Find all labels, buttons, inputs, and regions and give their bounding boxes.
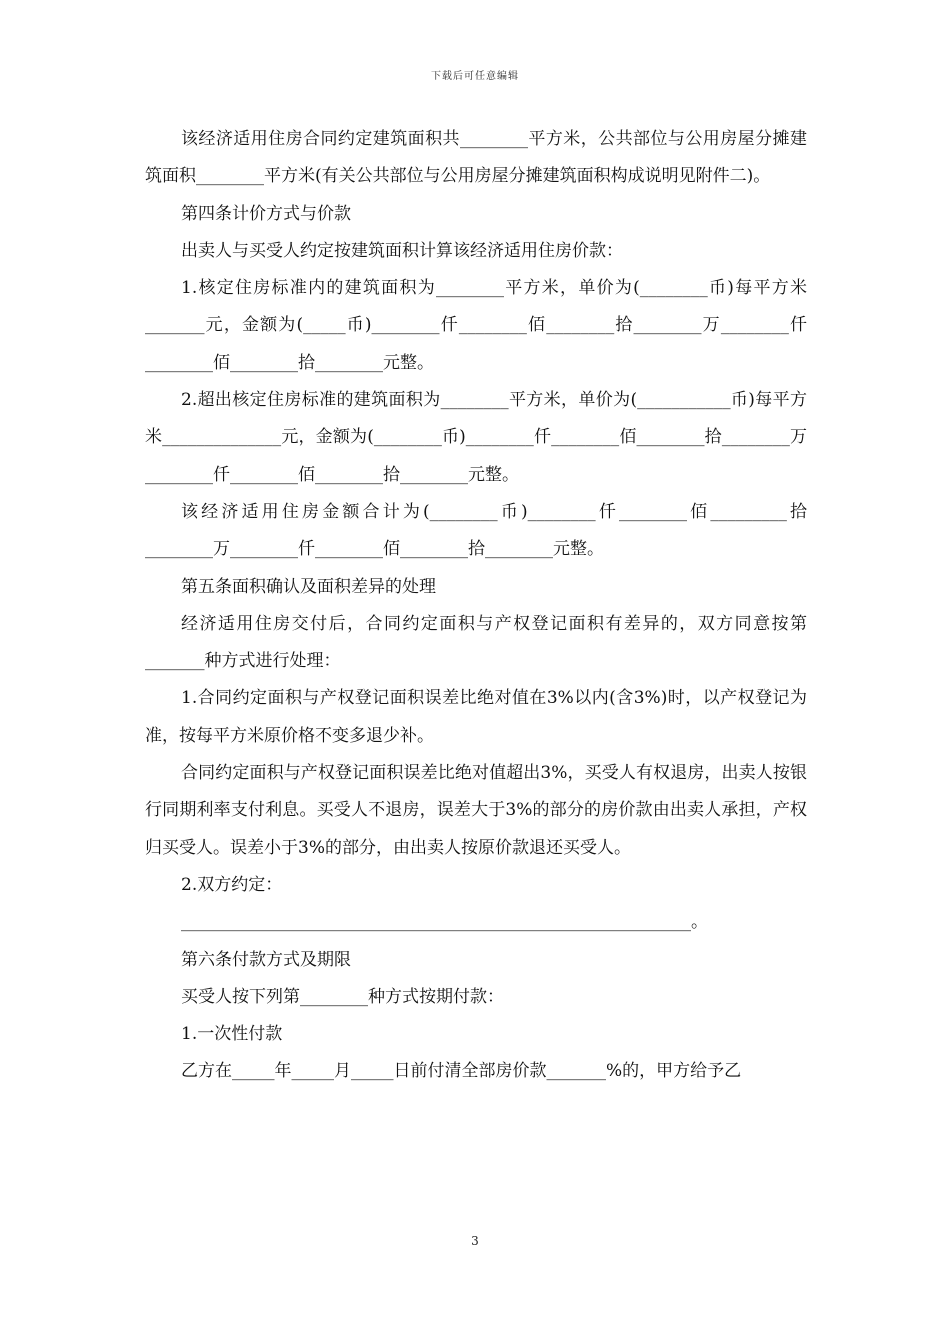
paragraph-lump-sum: 1.一次性付款 <box>181 1024 283 1045</box>
page-number: 3 <box>471 1234 479 1248</box>
heading-article-5: 第五条面积确认及面积差异的处理 <box>181 576 436 597</box>
heading-article-6: 第六条付款方式及期限 <box>181 949 351 970</box>
page-header: 下载后可任意编辑 <box>431 71 519 82</box>
paragraph-standard-area-price: 1.核定住房标准内的建筑面积为________平方米，单价为(________币)每平方米_______元，金额为(_____币)________仟________佰________拾________万________仟________佰________拾________元整。 <box>145 278 807 373</box>
paragraph-over-3-percent: 合同约定面积与产权登记面积误差比绝对值超出3%，买受人有权退房，出卖人按银行同期利率支付利息。买受人不退房，误差大于3%的部分的房价款由出卖人承担，产权归买受人。误差小于3%的部分，由出卖人按原价款退还买受人。 <box>145 763 807 858</box>
paragraph-payment-deadline: 乙方在_____年_____月_____日前付清全部房价款_______%的，甲方给予乙 <box>181 1061 742 1082</box>
paragraph-pricing-intro: 出卖人与买受人约定按建筑面积计算该经济适用住房价款： <box>181 240 623 261</box>
paragraph-within-3-percent: 1.合同约定面积与产权登记面积误差比绝对值在3%以内(含3%)时，以产权登记为准，按每平方米原价格不变多退少补。 <box>145 688 807 746</box>
heading-article-4: 第四条计价方式与价款 <box>181 203 351 224</box>
paragraph-total-amount: 该经济适用住房金额合计为(________币)________仟________佰_________拾________万________仟________佰________拾________元整。 <box>145 501 807 560</box>
paragraph-excess-area-price: 2.超出核定住房标准的建筑面积为________平方米，单价为(___________币)每平方米______________元，金额为(________币)________仟________佰________拾________万________仟________佰________拾________元整。 <box>145 390 807 485</box>
paragraph-area-agreement: 该经济适用住房合同约定建筑面积共________平方米，公共部位与公用房屋分摊建筑面积________平方米(有关公共部位与公用房屋分摊建筑面积构成说明见附件二)。 <box>145 129 807 187</box>
paragraph-payment-method: 买受人按下列第________种方式按期付款： <box>181 986 504 1007</box>
document-body <box>145 121 807 1091</box>
paragraph-area-difference: 经济适用住房交付后，合同约定面积与产权登记面积有差异的，双方同意按第_______种方式进行处理： <box>145 613 807 672</box>
paragraph-agreement-blank: ____________________________________________________________。 <box>181 912 708 933</box>
paragraph-mutual-agreement: 2.双方约定： <box>181 874 283 895</box>
